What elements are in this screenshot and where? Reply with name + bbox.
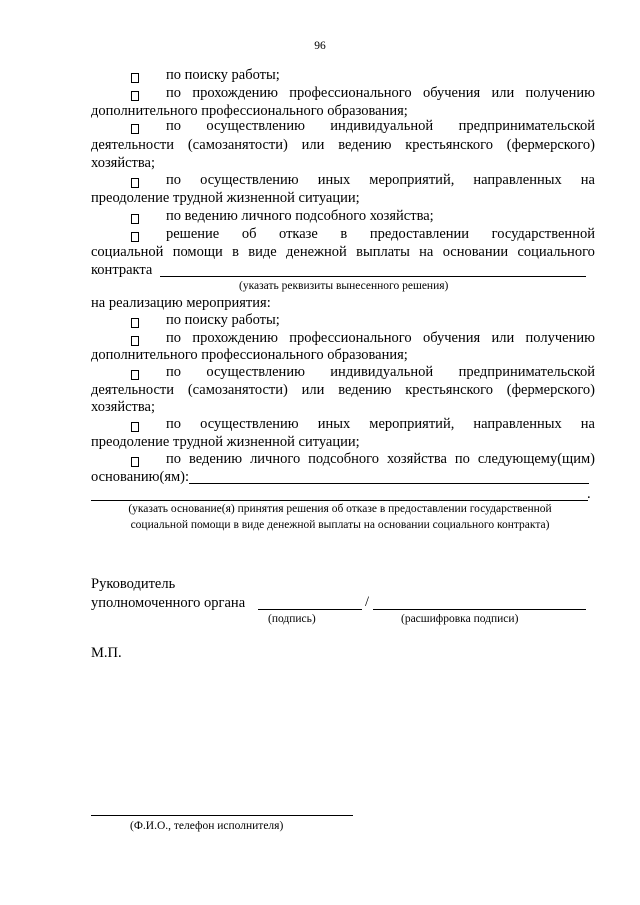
- option-other-measures-2-cont: преодоление трудной жизненной ситуации;: [91, 434, 360, 450]
- checkbox-other-measures-2[interactable]: [131, 422, 139, 432]
- signature-field[interactable]: [258, 609, 362, 610]
- option-refusal-cont: контракта: [91, 262, 153, 278]
- option-household-2: по ведению личного подсобного хозяйства по следующему(щим): [166, 451, 595, 467]
- checkbox-training[interactable]: [131, 91, 139, 101]
- checkbox-refusal[interactable]: [131, 232, 139, 242]
- checkbox-job-search-2[interactable]: [131, 318, 139, 328]
- reason-caption-1: (указать основание(я) принятия решения об отказе в предоставлении государственной: [128, 503, 552, 515]
- option-training: по прохождению профессионального обучения или получению: [166, 85, 595, 101]
- signature-separator: /: [365, 594, 370, 610]
- reason-caption-2: социальной помощи в виде денежной выплаты на основании социального контракта): [130, 519, 550, 531]
- stamp-label: М.П.: [91, 645, 122, 661]
- option-entrepreneurship: по осуществлению индивидуальной предпринимательской: [166, 118, 595, 134]
- option-entrepreneurship-2-cont: хозяйства;: [91, 399, 155, 415]
- page-number: 96: [314, 40, 326, 52]
- option-household: по ведению личного подсобного хозяйства;: [166, 208, 434, 224]
- option-refusal-line2: социальной помощи в виде денежной выплаты на основании социального: [91, 244, 595, 260]
- reason-field-line2[interactable]: [91, 500, 588, 501]
- option-training-2-cont: дополнительного профессионального образования;: [91, 347, 408, 363]
- decision-details-field[interactable]: [160, 276, 586, 277]
- checkbox-entrepreneurship[interactable]: [131, 124, 139, 134]
- transcript-caption: (расшифровка подписи): [401, 613, 519, 625]
- option-training-cont: дополнительного профессионального образования;: [91, 103, 408, 119]
- checkbox-other-measures[interactable]: [131, 178, 139, 188]
- option-other-measures-cont: преодоление трудной жизненной ситуации;: [91, 190, 360, 206]
- option-entrepreneurship-line2: деятельности (самозанятости) или ведению крестьянского (фермерского): [91, 137, 595, 153]
- checkbox-training-2[interactable]: [131, 336, 139, 346]
- option-entrepreneurship-2: по осуществлению индивидуальной предпринимательской: [166, 364, 595, 380]
- option-job-search-2: по поиску работы;: [166, 312, 280, 328]
- executor-field[interactable]: [91, 815, 353, 816]
- option-training-2: по прохождению профессионального обучения или получению: [166, 330, 595, 346]
- reason-field-line1[interactable]: [189, 483, 589, 484]
- signature-transcript-field[interactable]: [373, 609, 586, 610]
- option-other-measures-2: по осуществлению иных мероприятий, направленных на: [166, 416, 595, 432]
- option-job-search: по поиску работы;: [166, 67, 280, 83]
- checkbox-household[interactable]: [131, 214, 139, 224]
- signature-caption: (подпись): [268, 613, 316, 625]
- checkbox-household-2[interactable]: [131, 457, 139, 467]
- authority-title: уполномоченного органа: [91, 595, 246, 611]
- head-title: Руководитель: [91, 576, 176, 592]
- decision-details-caption: (указать реквизиты вынесенного решения): [239, 280, 449, 292]
- reason-label: основанию(ям):: [91, 469, 190, 485]
- option-refusal: решение об отказе в предоставлении государственной: [166, 226, 595, 242]
- option-other-measures: по осуществлению иных мероприятий, направленных на: [166, 172, 595, 188]
- option-entrepreneurship-cont: хозяйства;: [91, 155, 155, 171]
- checkbox-entrepreneurship-2[interactable]: [131, 370, 139, 380]
- executor-caption: (Ф.И.О., телефон исполнителя): [130, 820, 284, 832]
- block2-heading: на реализацию мероприятия:: [91, 295, 271, 311]
- reason-field-period: .: [587, 486, 591, 502]
- checkbox-job-search[interactable]: [131, 73, 139, 83]
- option-entrepreneurship-2-line2: деятельности (самозанятости) или ведению крестьянского (фермерского): [91, 382, 595, 398]
